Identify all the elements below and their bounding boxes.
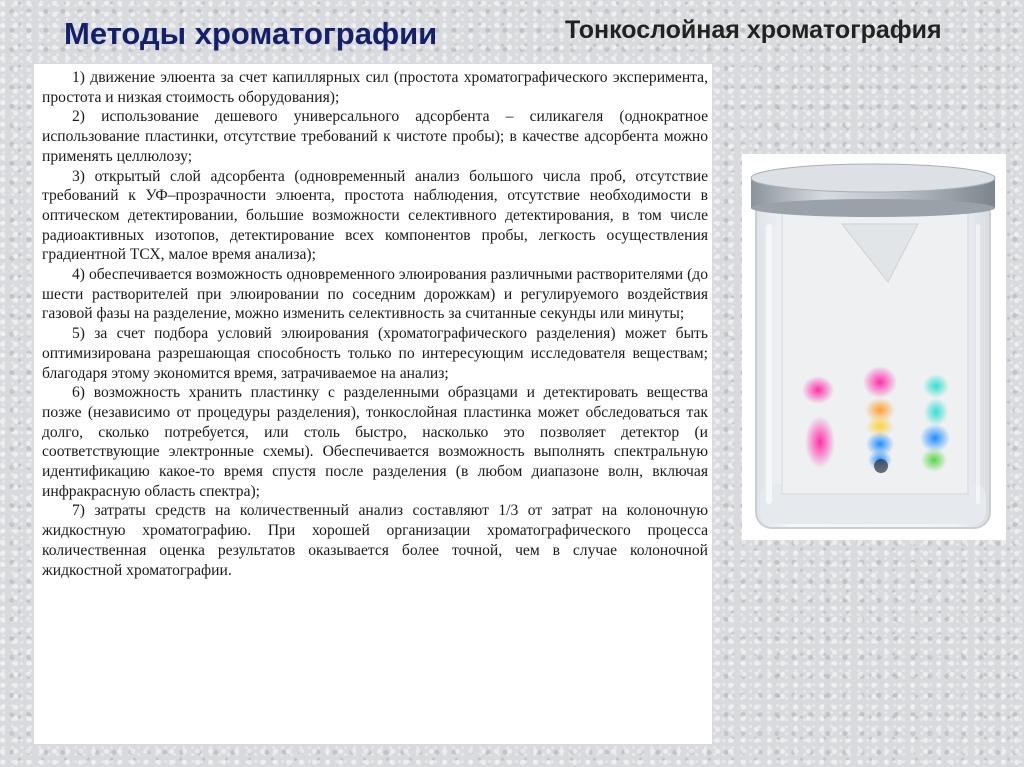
list-item: 7) затраты средств на количественный анализ составляют 1/3 от затрат на колоночную жидкостную хроматографию. При хорошей организации хроматографического процесса количественная оценка результатов оказывается более точной, чем в случае колоночной жидкостной хроматографии. (42, 502, 708, 579)
tlc-chamber-photo (742, 154, 1006, 540)
page-subtitle: Тонкослойная хроматография (565, 16, 942, 44)
tlc-chamber-jar-icon (742, 154, 1006, 540)
page-title: Методы хроматографии (64, 16, 438, 51)
text-panel (34, 64, 712, 744)
list-item: 1) движение элюента за счет капиллярных сил (простота хроматографического эксперимента, простота и низкая стоимость оборудования); (42, 69, 708, 106)
list-item: 2) использование дешевого универсального адсорбента – силикагеля (однократное использование пластинки, отсутствие требований к чистоте пробы); в качестве адсорбента можно применять целлюлозу; (42, 108, 708, 165)
list-item: 3) открытый слой адсорбента (одновременный анализ большого числа проб, отсутствие требований к УФ–прозрачности элюента, простота наблюдения, отсутствие необходимости в оптическом детектировании, большие возможности селективного детектирования, в том числе радиоактивных изотопов, детектирование всех компонентов пробы, легкость осуществления градиентной ТСХ, малое время анализа); (42, 167, 708, 264)
list-item: 5) за счет подбора условий элюирования (хроматографического разделения) может быть оптимизирована разрешающая способность только по интересующим исследователя веществам; благодаря этому экономится время, затрачиваемое на анализ; (42, 325, 708, 382)
list-item: 6) возможность хранить пластинку с разделенными образцами и детектировать вещества позже (независимо от процедуры разделения), тонкослойная пластинка может обследоваться так долго, сколько потребуется, или столь быстро, насколько это позволяет детектор (и соответствующие электронные схемы). Обеспечивается возможность выполнять спектральную идентификацию какое-то время спустя после разделения (в любом диапазоне волн, включая инфракрасную область спектра); (42, 384, 708, 500)
list-item: 4) обеспечивается возможность одновременного элюирования различными растворителями (до шести растворителей при элюировании по соседним дорожкам) и регулируемого воздействия газовой фазы на разделение, можно изменить селективность за считанные секунды или минуты; (42, 266, 708, 323)
